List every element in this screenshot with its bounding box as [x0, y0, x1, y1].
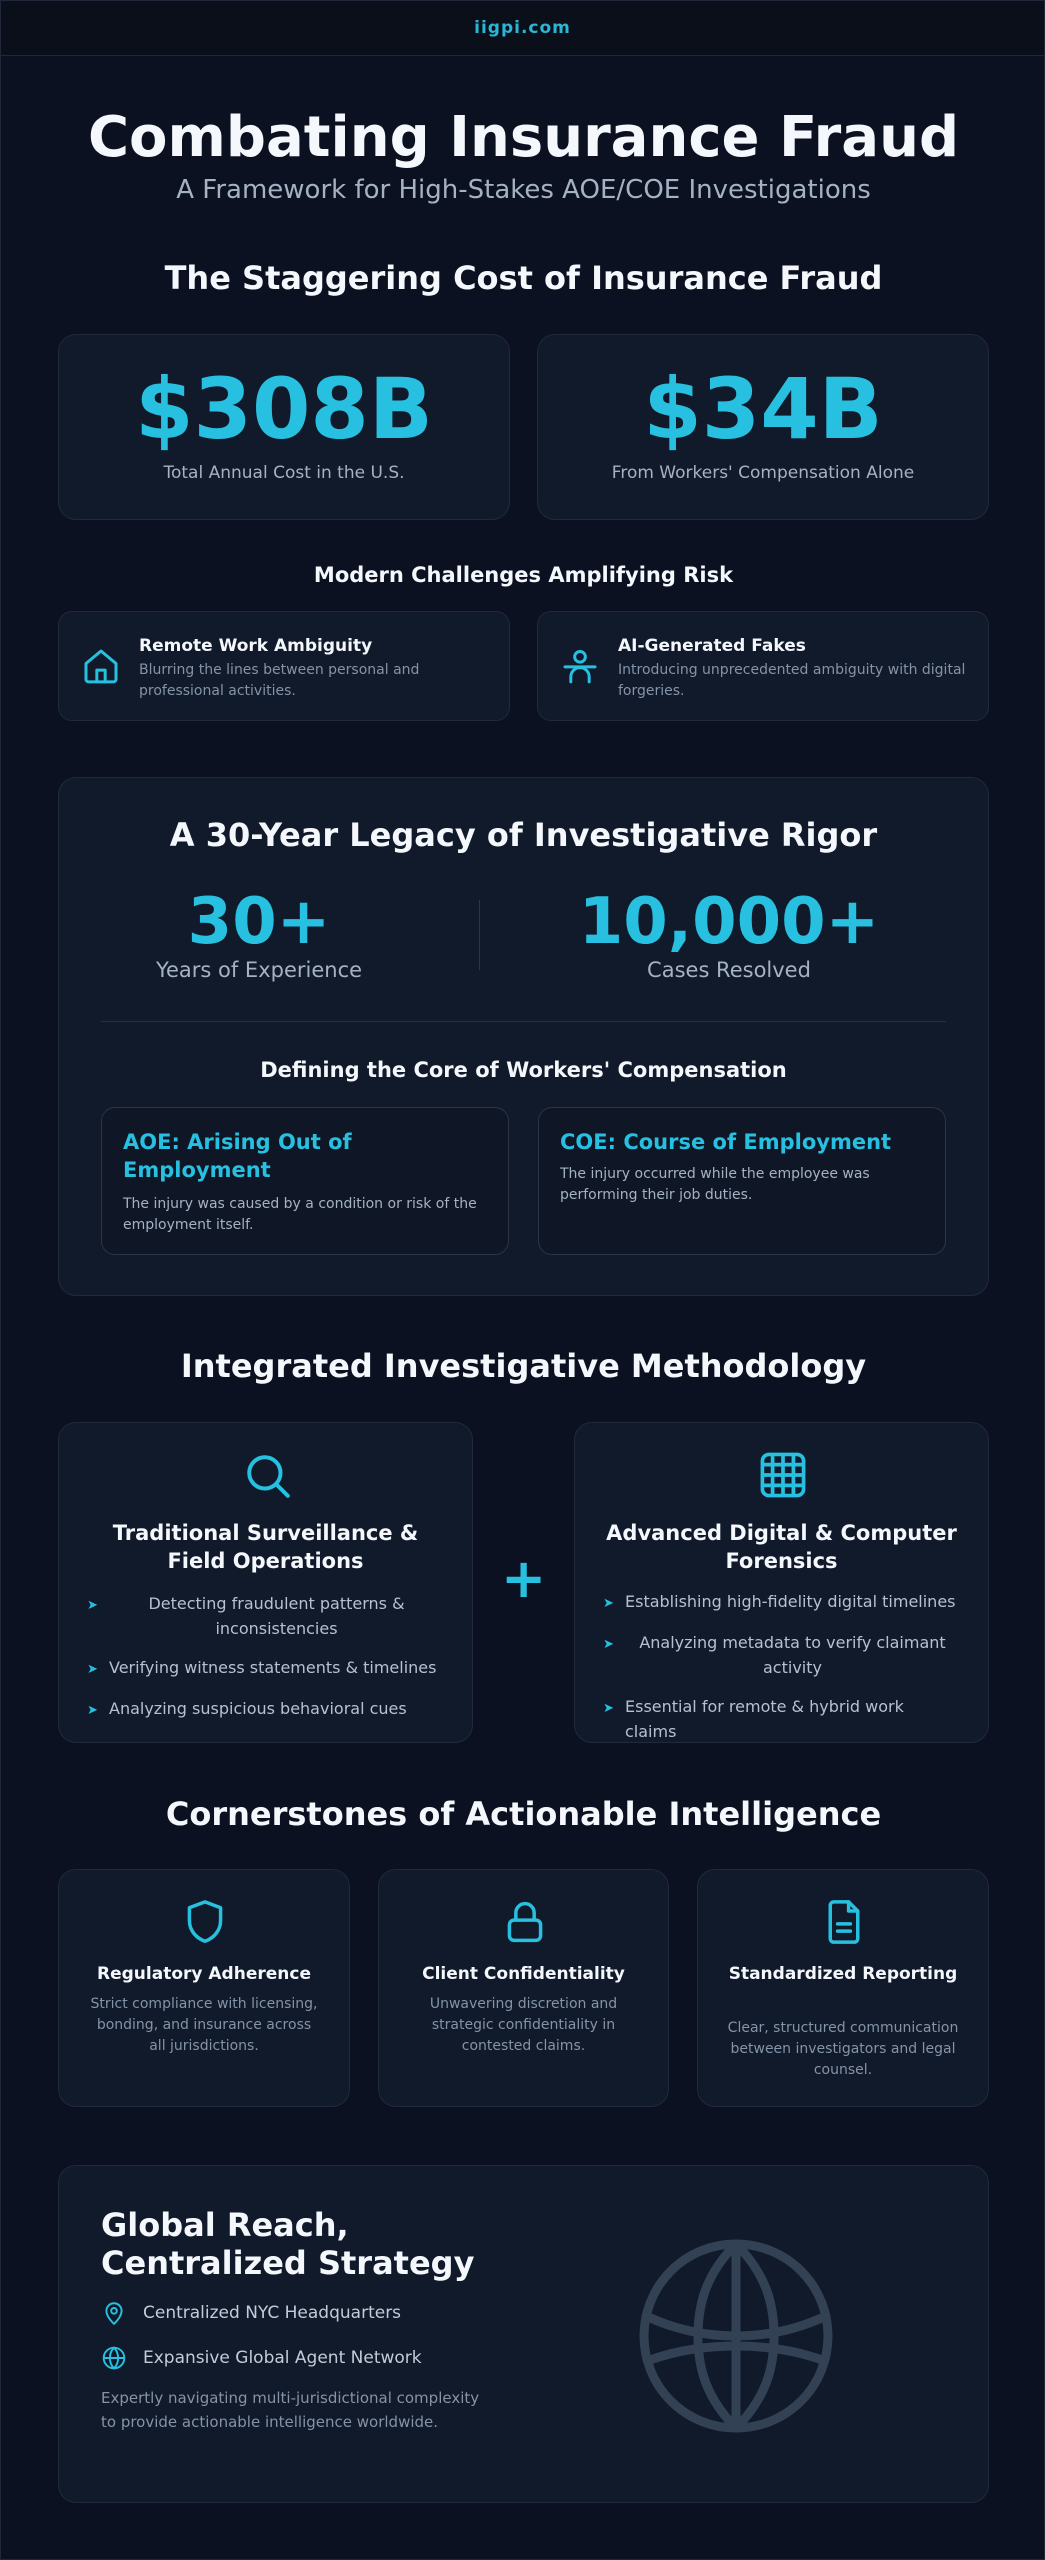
arrow-icon: ➤ — [603, 1637, 614, 1652]
user-icon — [560, 646, 600, 686]
home-icon — [81, 646, 121, 686]
grid-icon — [757, 1449, 809, 1501]
section-divider — [101, 1021, 946, 1022]
cornerstones-heading: Cornerstones of Actionable Intelligence — [165, 1795, 882, 1833]
arrow-icon: ➤ — [603, 1596, 614, 1611]
global-item-label: Expansive Global Agent Network — [143, 2348, 422, 2368]
cornerstone-title: Regulatory Adherence — [97, 1964, 311, 1984]
top-bar — [1, 1, 1044, 56]
method-title: Advanced Digital & Computer Forensics — [606, 1521, 957, 1573]
method-card-surveillance — [58, 1422, 473, 1743]
global-heading-line1: Global Reach, — [101, 2206, 349, 2244]
site-domain-link[interactable]: iigpi.com — [474, 18, 571, 38]
global-panel — [58, 2165, 989, 2503]
core-heading: Defining the Core of Workers' Compensation — [260, 1058, 787, 1082]
page-subtitle: A Framework for High-Stakes AOE/COE Investigations — [176, 175, 871, 205]
arrow-icon: ➤ — [87, 1598, 98, 1613]
definition-desc: The injury occurred while the employee was performing their job duties. — [560, 1166, 870, 1203]
arrow-icon: ➤ — [603, 1701, 614, 1716]
stat-card-workers-comp — [537, 334, 989, 520]
cornerstone-desc: Unwavering discretion and strategic confidentiality in contested claims. — [429, 1996, 618, 2054]
global-item-hq — [101, 2300, 401, 2326]
challenge-title: AI-Generated Fakes — [618, 636, 806, 656]
lock-icon — [503, 1898, 547, 1946]
global-item-label: Centralized NYC Headquarters — [143, 2303, 402, 2323]
challenge-desc: Introducing unprecedented ambiguity with digital forgeries. — [618, 662, 966, 699]
stat-label: Years of Experience — [155, 958, 363, 982]
list-item: ➤ Essential for remote & hybrid work claims — [603, 1697, 904, 1741]
global-desc: Expertly navigating multi-jurisdictional complexity to provide actionable intelligence worldwide. — [101, 2389, 480, 2431]
stat-divider — [479, 900, 480, 970]
list-item: ➤ Establishing high-fidelity digital timelines — [603, 1589, 960, 1616]
definition-title: AOE: Arising Out of Employment — [123, 1130, 352, 1182]
map-pin-icon — [101, 2300, 127, 2326]
cornerstone-card-reporting — [697, 1869, 989, 2107]
stat-card-total — [58, 334, 510, 520]
global-heading — [101, 2206, 474, 2282]
globe-icon — [101, 2345, 127, 2371]
global-heading-line2: Centralized Strategy — [101, 2244, 475, 2282]
global-item-network — [101, 2345, 422, 2371]
method-list — [87, 1591, 444, 1737]
arrow-icon: ➤ — [87, 1662, 98, 1677]
shield-icon — [183, 1898, 227, 1946]
legacy-stat-years — [59, 886, 459, 982]
legacy-heading: A 30-Year Legacy of Investigative Rigor — [169, 816, 878, 854]
list-item: ➤ Verifying witness statements & timelines — [87, 1655, 444, 1682]
cornerstone-desc: Strict compliance with licensing, bonding, and insurance across all jurisdictions. — [90, 1996, 318, 2054]
arrow-icon: ➤ — [87, 1703, 98, 1718]
stat-label: Total Annual Cost in the U.S. — [163, 463, 405, 483]
challenge-card-ai-fakes — [537, 611, 989, 721]
legacy-panel — [58, 777, 989, 1296]
search-icon — [243, 1451, 293, 1501]
cornerstone-card-regulatory — [58, 1869, 350, 2107]
challenge-title: Remote Work Ambiguity — [139, 636, 373, 656]
methodology-heading: Integrated Investigative Methodology — [180, 1347, 867, 1385]
stat-value: 10,000+ — [578, 885, 880, 959]
method-list — [603, 1589, 960, 1758]
challenges-heading: Modern Challenges Amplifying Risk — [313, 563, 734, 587]
stat-value: $34B — [643, 360, 883, 458]
cornerstone-title: Client Confidentiality — [422, 1964, 625, 1984]
legacy-stat-cases — [499, 886, 959, 982]
plus-symbol: + — [501, 1547, 547, 1610]
stat-label: Cases Resolved — [647, 958, 811, 982]
stat-value: 30+ — [187, 885, 331, 959]
stat-value: $308B — [135, 360, 433, 458]
list-item: ➤ Detecting fraudulent patterns & inconsistencies — [87, 1594, 405, 1638]
document-icon — [822, 1898, 866, 1946]
method-card-digital — [574, 1422, 989, 1743]
definition-card-coe — [538, 1107, 946, 1255]
cornerstone-title: Standardized Reporting — [728, 1964, 958, 1984]
page-title: Combating Insurance Fraud — [87, 105, 960, 170]
method-title: Traditional Surveillance & Field Operations — [112, 1521, 419, 1573]
cornerstone-desc: Clear, structured communication between investigators and legal counsel. — [727, 2020, 959, 2078]
stat-label: From Workers' Compensation Alone — [611, 463, 915, 483]
large-globe-icon — [636, 2236, 836, 2436]
cost-heading: The Staggering Cost of Insurance Fraud — [164, 259, 883, 297]
cornerstone-card-confidentiality — [378, 1869, 669, 2107]
list-item: ➤ Analyzing suspicious behavioral cues — [87, 1696, 444, 1723]
list-item: ➤ Analyzing metadata to verify claimant activity — [603, 1633, 946, 1677]
definition-card-aoe — [101, 1107, 509, 1255]
definition-desc: The injury was caused by a condition or risk of the employment itself. — [123, 1196, 477, 1233]
challenge-card-remote-work — [58, 611, 510, 721]
challenge-desc: Blurring the lines between personal and professional activities. — [139, 662, 420, 699]
definition-title: COE: Course of Employment — [560, 1130, 892, 1154]
